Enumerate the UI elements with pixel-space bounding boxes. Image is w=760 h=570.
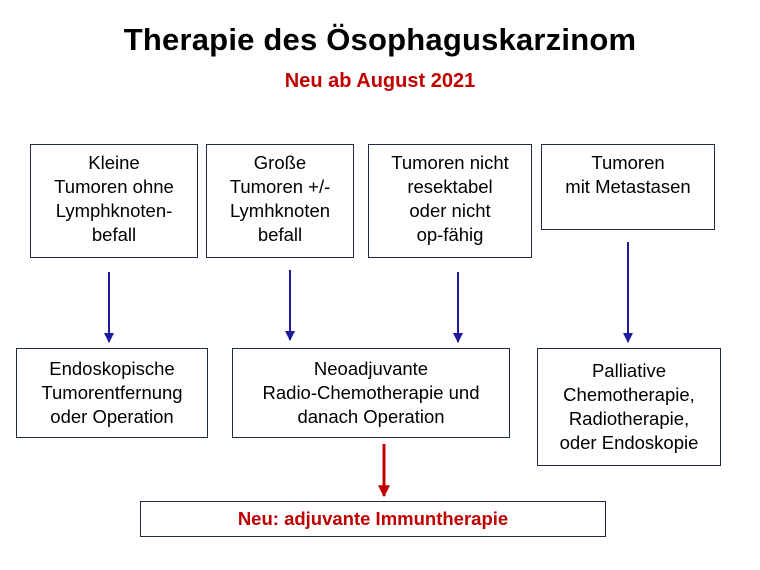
condition-label-large-tumors: Große Tumoren +/- Lymhknoten befall: [229, 152, 331, 245]
diagram-subtitle: Neu ab August 2021: [284, 70, 476, 92]
therapy-label-neoadjuvant: Neoadjuvante Radio-Chemotherapie und danach Operation: [262, 358, 480, 427]
therapy-label-endoscopic: Endoskopische Tumorentfernung oder Operation: [41, 358, 183, 427]
diagram-title: Therapie des Ösophaguskarzinom: [123, 22, 637, 57]
condition-label-small-tumors: Kleine Tumoren ohne Lymphknoten- befall: [54, 152, 174, 245]
therapy-label-palliative: Palliative Chemotherapie, Radiotherapie, oder Endoskopie: [559, 360, 699, 453]
condition-label-metastases: Tumoren mit Metastasen: [565, 152, 691, 197]
condition-label-non-resectable: Tumoren nicht resektabel oder nicht op-fähig: [391, 152, 509, 245]
new-therapy-label: Neu: adjuvante Immuntherapie: [237, 508, 509, 529]
